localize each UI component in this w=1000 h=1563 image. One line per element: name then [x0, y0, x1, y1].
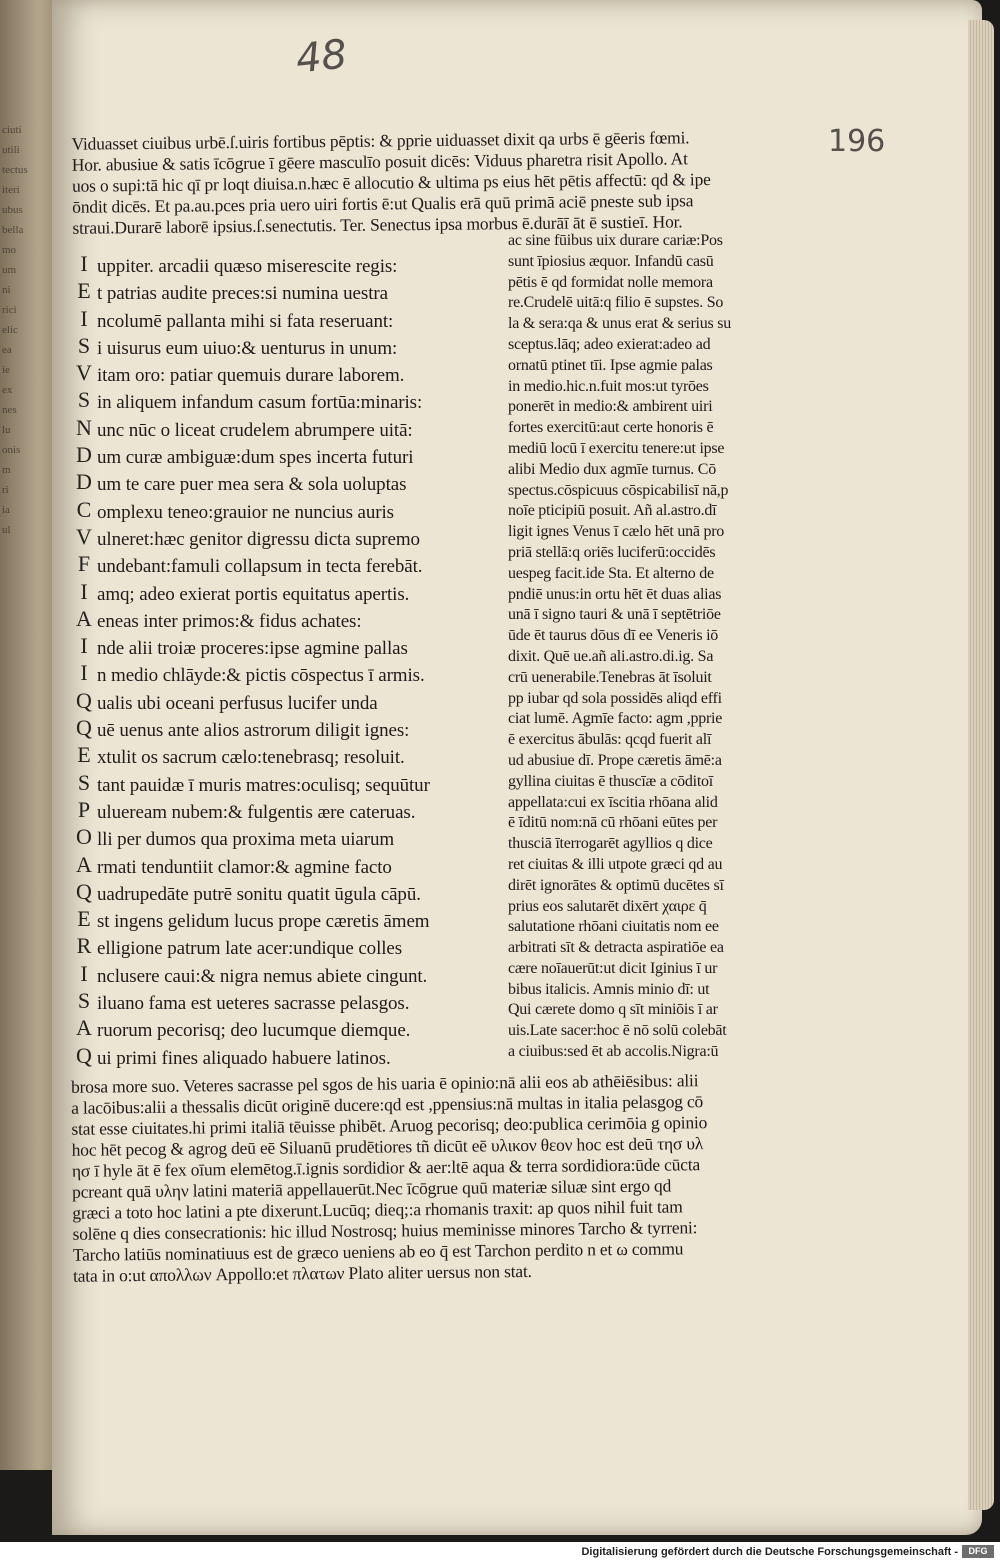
verse-line: uppiter. arcadii quæso miserescite regis:	[97, 256, 398, 277]
commentary-line: ē exercitus ābulās: qcqd fuerit alī	[508, 731, 712, 749]
page-edges	[968, 20, 994, 1510]
gutter-fragment: ciuti	[2, 124, 22, 136]
commentary-line: ponerēt in medio:& ambirent uiri	[508, 398, 713, 416]
gutter-fragment: ri	[2, 484, 9, 496]
gutter-fragment: ex	[2, 384, 13, 396]
gutter-fragment: ni	[2, 284, 11, 296]
commentary-line: uis.Late sacer:hoc ē nō solū colebāt	[508, 1022, 727, 1040]
verse-line: itam oro: patiar quemuis durare laborem.	[97, 365, 405, 387]
initial-letter: F	[77, 551, 91, 577]
commentary-line: uos o supi:tā hic qī pr loqt diuisa.n.hæc ē allocutio & ultima ps eius hēt pētis affectū: qd & ipe	[71, 169, 711, 196]
initial-letter: C	[76, 496, 92, 522]
verse-line: iluano fama est ueteres sacrasse pelasgos.	[97, 993, 410, 1015]
initial-letter: E	[77, 278, 91, 304]
funding-credit: Digitalisierung gefördert durch die Deutsche Forschungsgemeinschaft -	[581, 1546, 958, 1558]
commentary-line: in medio.hic.n.fuit mos:ut tyrōes	[508, 377, 709, 395]
initial-letter: S	[77, 769, 91, 795]
gutter-fragment: onis	[2, 444, 21, 456]
verse-line: tant pauidæ ī muris matres:oculisq; sequūtur	[97, 774, 430, 796]
verse-line: nclusere caui:& nigra nemus abiete cingunt.	[97, 965, 428, 987]
initial-letter: Q	[76, 687, 92, 713]
commentary-line: uespeg facit.ide Sta. Et alterno de	[508, 564, 714, 582]
verse-line: xtulit os sacrum cælo:tenebrasq; resoluit.	[97, 747, 405, 769]
commentary-line: ornatū ptinet tīi. Ipse agmie palas	[508, 356, 713, 374]
initial-letter: Q	[76, 1042, 92, 1068]
initial-letter: N	[76, 414, 92, 440]
commentary-line: bibus italicis. Amnis minio dī: ut	[508, 980, 710, 998]
commentary-line: prius eos salutarēt dixērt χαιρε q̄	[508, 897, 707, 915]
initial-letter: Q	[76, 878, 92, 904]
commentary-line: cære noīauerūt:ut dicit Iginius ī ur	[508, 959, 718, 977]
commentary-line: alibi Medio dux agmīe turnus. Cō	[508, 460, 716, 478]
commentary-line: Viduasset ciuibus urbē.ſ.uiris fortibus pēptis: & pprie uiduasset dixit qa urbs ē gēeris fœmi.	[71, 127, 690, 154]
commentary-line: stat esse ciuitates.hi primi italiā tēuisse phibēt. Aruog pecorisq; deo:publica cerimōia g opinio	[71, 1112, 708, 1139]
commentary-line: ret ciuitas & illi utpote græci qd au	[508, 855, 723, 873]
initial-letter: A	[76, 605, 92, 631]
commentary-line: ac sine fūibus uix durare cariæ:Pos	[508, 232, 723, 249]
commentary-line: noīe pticipiū posuit. Añ al.astro.dī	[508, 502, 717, 520]
initial-letter: Q	[76, 715, 92, 741]
handwritten-note: 48	[293, 31, 350, 83]
commentary-line: ūde ēt taurus dōus dī ee Veneris iō	[508, 627, 719, 645]
verse-line: amq; adeo exierat portis equitatus apertis.	[97, 583, 410, 605]
initial-letter: V	[76, 523, 92, 549]
verse-line: in aliquem infandum casum fortūa:minaris:	[97, 392, 423, 414]
gutter-fragment: ubus	[2, 204, 23, 216]
initial-letter: D	[76, 469, 92, 495]
initial-letter: A	[76, 851, 92, 877]
verse-line: um curæ ambiguæ:dum spes incerta futuri	[97, 447, 414, 469]
commentary-line: Tarcho latiūs nominatiuus est de græco ueniens ab eo q̄ est Tarchon perdito n et ω commu	[72, 1238, 684, 1265]
initial-letter: O	[76, 824, 92, 850]
verse-line: uē uenus ante alios astrorum diligit ignes:	[97, 720, 410, 742]
verse-line: ulueream nubem:& fulgentis ære cateruas.	[97, 801, 416, 823]
verse-line: omplexu teneo:grauior ne nuncius auris	[97, 501, 394, 523]
commentary-line: gyllina ciuitas ē thuscīæ a cōditoī	[508, 772, 713, 790]
commentary-line: a ciuibus:sed ēt ab accolis.Nigra:ū	[508, 1043, 719, 1061]
verse-line: nde alii troiæ proceres:ipse agmine pallas	[97, 638, 408, 660]
commentary-line: salutatione rhōani ciuitatis nom ee	[508, 918, 719, 936]
commentary-line: sunt īpiosius æquor. Infandū casū	[508, 252, 714, 270]
initial-letter: E	[77, 906, 91, 932]
commentary-line: tata in o:ut απολλων Appollo:et πλατων Plato aliter uersus non stat.	[72, 1260, 532, 1286]
gutter-fragment: ie	[2, 364, 10, 376]
verse-line: eneas inter primos:& fidus achates:	[97, 610, 362, 632]
gutter-fragment: iteri	[2, 184, 20, 196]
initial-letter: D	[76, 442, 92, 468]
verse-line: ualis ubi oceani perfusus lucifer unda	[97, 692, 378, 714]
commentary-line: ligit ignes Venus ī cælo hēt unā pro	[508, 523, 725, 541]
bottom-commentary	[71, 1069, 793, 1287]
gutter-fragment: mo	[2, 244, 17, 256]
initial-letter: I	[80, 660, 88, 686]
commentary-line: fortes exercitū:aut certe honoris ē	[508, 419, 714, 437]
gutter-fragment: m	[2, 464, 11, 476]
gutter-fragment: bella	[2, 224, 24, 236]
footer-bar	[0, 1542, 1000, 1563]
initial-letter: R	[76, 933, 92, 959]
commentary-line: ησ ī hyle āt ē fex oīum elemētog.ī.ignis sordidior & aer:ltē aqua & terra sordidiora:ūde cūcta	[71, 1154, 701, 1181]
commentary-line: pētis ē qd formidat nolle memora	[508, 273, 713, 291]
verse-line: st ingens gelidum lucus prope cæretis āmem	[97, 911, 430, 933]
verse-line: rmati tenduntiit clamor:& agmine facto	[97, 856, 392, 878]
commentary-line: ud abusiue dī. Prope cæretis āmē:a	[508, 751, 722, 769]
commentary-line: arbitrati sīt & detracta aspiratiōe ea	[508, 939, 724, 957]
folio-number: 196	[828, 124, 886, 159]
gutter-fragment: elic	[2, 324, 18, 336]
initial-letter: A	[76, 1015, 92, 1041]
commentary-line: sceptus.lāq; adeo exierat:adeo ad	[508, 335, 711, 353]
gutter-fragment: nes	[2, 404, 17, 416]
verse-line: ncolumē pallanta mihi si fata reseruant:	[97, 310, 394, 332]
commentary-line: brosa more suo. Veteres sacrasse pel sgos de his uaria ē opinio:nā alii eos ab athēiēsibus: alii	[70, 1070, 699, 1097]
dfg-logo: DFG	[962, 1545, 994, 1558]
commentary-line: a lacōibus:alii a thessalis dicūt originē ducere:qd est ,ppensius:nā multas in italia pelasgog cō	[71, 1091, 704, 1118]
commentary-line: Qui cærete domo q sīt miniōis ī ar	[508, 1001, 718, 1019]
commentary-line: appellata:cui ex īscitia rhōana alid	[508, 793, 718, 811]
verse-line: undebant:famuli collapsum in tecta ferebāt.	[97, 556, 423, 578]
verse-line: unc nūc o liceat crudelem abrumpere uitā:	[97, 419, 413, 441]
initial-letter: I	[80, 960, 88, 986]
verse-line: n medio chlāyde:& pictis cōspectus ī armis.	[97, 665, 425, 687]
initial-letter: S	[77, 332, 91, 358]
gutter-fragment: lu	[2, 424, 11, 436]
commentary-line: mediū locū ī exercitu tenere:ut ipse	[508, 439, 725, 457]
commentary-line: spectus.cōspicuus cōspicabilisī nā,p	[508, 481, 729, 499]
commentary-line: pcreant quā υλην latini materiā appellauerūt.Nec īcōgrue quū materiæ siluæ sint ergo qd	[72, 1175, 672, 1202]
initial-letter: I	[80, 305, 88, 331]
verse-line: ulneret:hæc genitor digressu dicta supremo	[97, 528, 420, 550]
commentary-line: straui.Durarē laborē ipsius.ſ.senectutis. Ter. Senectus ipsa morbus ē.durāī āt ē sustieī. Hor.	[72, 211, 683, 238]
verse-line: ui primi fines aliquado habuere latinos.	[97, 1047, 391, 1069]
gutter-fragment: tectus	[2, 164, 28, 176]
top-commentary	[71, 126, 792, 239]
commentary-line: ōndit dicēs. Et pa.au.pces pria uero uiri fortis ē:ut Qualis erā quū primā aciē pneste sub ipsa	[72, 190, 694, 217]
initial-letter: I	[80, 578, 88, 604]
initial-letter: I	[80, 251, 88, 276]
verse-line: um te care puer mea sera & sola uoluptas	[97, 474, 407, 496]
initial-letter: I	[80, 633, 88, 659]
commentary-line: thusciā īterrogarēt agyllios q dice	[508, 835, 713, 853]
commentary-line: ciat lumē. Agmīe facto: agm ,pprie	[508, 710, 723, 728]
initial-letter: E	[77, 742, 91, 768]
gutter-fragment: ia	[2, 504, 10, 516]
verse-line: uadrupedāte putrē sonitu quatit ūgula cāpū.	[97, 883, 421, 905]
gutter-fragment: um	[2, 264, 17, 276]
commentary-line: crū uenerabile.Tenebras āt īsoluit	[508, 668, 712, 686]
commentary-line: unā ī signo tauri & unā ī septētriōe	[508, 606, 721, 624]
verse-column	[97, 253, 502, 1072]
commentary-line: dirēt ignorātes & optimū ducētes sī	[508, 876, 724, 894]
commentary-line: la & sera:qa & unus erat & serius su	[508, 315, 731, 333]
gutter-fragment: ea	[2, 344, 12, 356]
commentary-line: ē īditū nom:nā cū rhōani eūtes per	[508, 814, 718, 832]
verse-line: i uisurus eum uiuo:& uenturus in unum:	[97, 337, 398, 359]
initial-letter: V	[76, 360, 92, 386]
initial-letter: S	[77, 988, 91, 1014]
commentary-line: græci a toto hoc latini a pte dixerunt.Lucūq; dieq;:a rhomanis traxit: ap quos nihil fuit tam	[72, 1196, 683, 1223]
commentary-line: pp iubar qd sola possidēs aliqd effi	[508, 689, 722, 707]
commentary-line: dixit. Quē ue.añ ali.astro.di.ig. Sa	[508, 647, 714, 665]
verse-initials	[73, 250, 95, 1069]
verse-line: t patrias audite preces:si numina uestra	[97, 283, 388, 305]
gutter-fragment: rici	[2, 304, 17, 316]
gutter-fragment: utili	[2, 144, 20, 156]
verse-line: elligione patrum late acer:undique colles	[97, 938, 403, 960]
commentary-line: priā stellā:q oriēs luciferū:occidēs	[508, 543, 716, 561]
commentary-column	[508, 231, 788, 1063]
initial-letter: S	[77, 387, 91, 413]
commentary-line: solēne q dies consecrationis: hic illud Nostrosq; huius meminisse minores Tarcho & tyrreni:	[72, 1217, 698, 1244]
verse-line: ruorum pecorisq; deo lucumque diemque.	[97, 1020, 411, 1042]
verse-line: lli per dumos qua proxima meta uiarum	[97, 829, 395, 851]
commentary-line: pndiē unus:in ortu hēt ēt duas alias	[508, 585, 722, 603]
commentary-line: hoc hēt pecog & agrog deū eē Siluanū prudētiores tñ dicūt eē υλικον θεον hoc est deū τησ υλ	[71, 1133, 704, 1160]
initial-letter: P	[77, 796, 91, 822]
commentary-line: re.Crudelē uitā:q filio ē supstes. So	[508, 294, 724, 312]
gutter-fragment: ul	[2, 524, 11, 536]
commentary-line: Hor. abusiue & satis īcōgrue ī gēere masculīo posuit dicēs: Viduus pharetra risit Apollo. At	[71, 148, 688, 175]
